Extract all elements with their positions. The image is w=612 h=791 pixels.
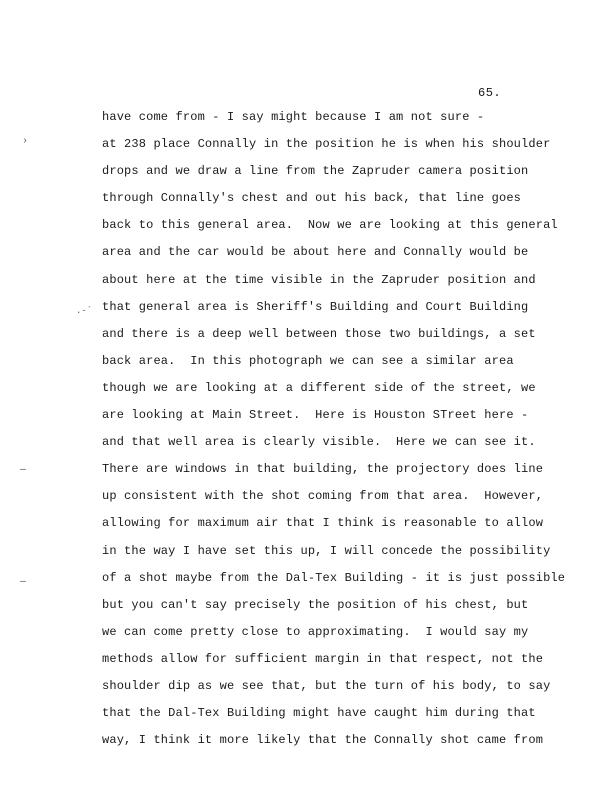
text-line: though we are looking at a different side of the street, we [102,380,536,395]
page-number: 65. [478,86,502,100]
text-line: have come from - I say might because I am not sure - [102,110,485,124]
text-line: that the Dal-Tex Building might have caught him during that [102,706,536,721]
text-line: are looking at Main Street. Here is Houston STreet here - [102,408,529,423]
text-line: area and the car would be about here and Connally would be [102,245,529,260]
text-line: at 238 place Connally in the position he is when his shoulder [102,137,551,152]
margin-mark: .-´ [76,306,93,316]
margin-mark: — [20,465,27,476]
text-line: and that well area is clearly visible. Here we can see it. [102,435,536,450]
text-line: through Connally's chest and out his back, that line goes [102,191,522,206]
text-line: back area. In this photograph we can see a similar area [102,353,514,368]
text-line: and there is a deep well between those two buildings, a set [102,326,536,341]
margin-mark: › [22,136,29,147]
text-line: about here at the time visible in the Zapruder position and [102,272,536,287]
text-line: in the way I have set this up, I will concede the possibility [102,543,551,558]
text-line: way, I think it more likely that the Connally shot came from [102,733,544,748]
margin-mark: — [20,577,27,588]
text-line: but you can't say precisely the position of his chest, but [102,597,529,612]
text-line: up consistent with the shot coming from that area. However, [102,489,544,504]
text-line: of a shot maybe from the Dal-Tex Building - it is just possible [102,570,566,585]
text-line: we can come pretty close to approximating. I would say my [102,624,529,639]
transcript-body [102,108,572,758]
text-line: There are windows in that building, the projectory does line [102,462,544,477]
text-line: shoulder dip as we see that, but the turn of his body, to say [102,678,551,693]
text-line: back to this general area. Now we are looking at this general [102,218,558,233]
text-line: allowing for maximum air that I think is reasonable to allow [102,516,544,531]
text-line: drops and we draw a line from the Zapruder camera position [102,164,529,179]
text-line: methods allow for sufficient margin in that respect, not the [102,651,544,666]
text-line: that general area is Sheriff's Building and Court Building [102,299,529,314]
